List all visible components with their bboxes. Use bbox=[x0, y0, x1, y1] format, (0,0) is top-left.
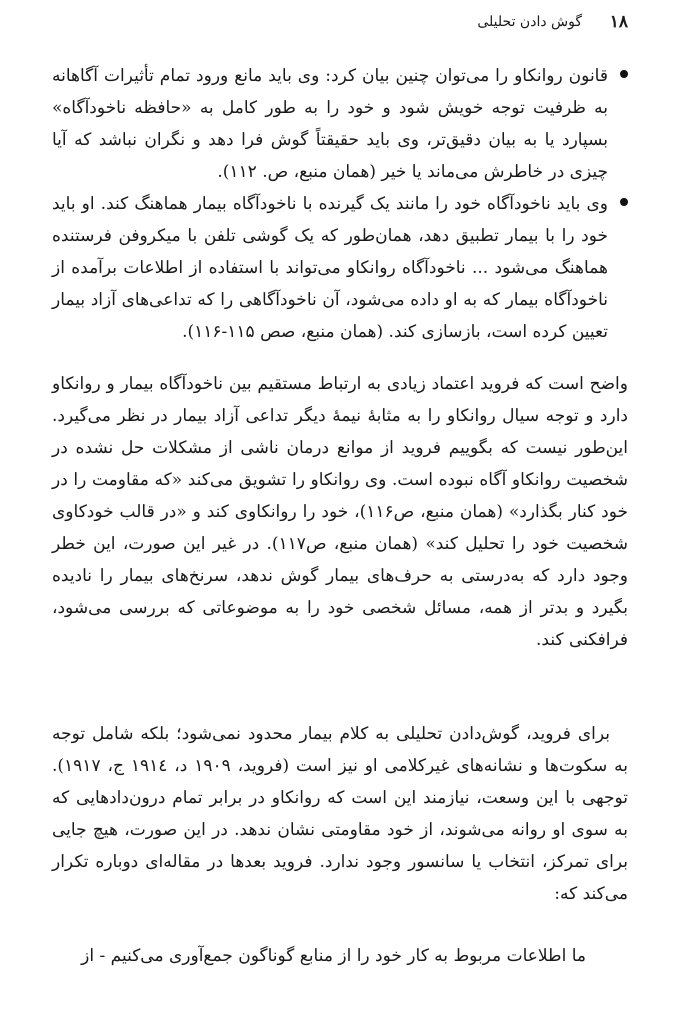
bullet-item bbox=[52, 188, 628, 348]
bullet-dot-icon bbox=[620, 70, 628, 78]
body-paragraph-1 bbox=[52, 368, 628, 656]
running-title: گوش دادن تحلیلی bbox=[477, 14, 582, 30]
bullet-text: وی باید ناخودآگاه خود را مانند یک گیرنده با ناخودآگاه بیمار هماهنگ کند. او باید خود را با بیمار تطبیق دهد، همان‌طور که یک گوشی تلفن با میکروفن فرستنده هماهنگ می‌شود ... ناخودآگاه روانکاو می‌تواند با استفاده از اطلاعات برآمده از ناخودآگاه بیمار که به او داده می‌شود، آن ناخودآگاهی را که تداعی‌های آزاد بیمار تعیین کرده است، بازسازی کند. (همان منبع، صص ۱۱۵-۱۱۶). bbox=[52, 194, 608, 342]
bullet-list bbox=[52, 60, 628, 348]
page-header bbox=[48, 10, 628, 38]
paragraph-text: برای فروید، گوش‌دادن تحلیلی به کلام بیمار محدود نمی‌شود؛ بلکه شامل توجه به سکوت‌ها و نشانه‌های غیرکلامی او نیز است (فروید، ۱۹۰۹ د، ۱۹۱٤ ج، ۱۹۱۷). توجهی با این وسعت، نیازمند این است که روانکاو در برابر تمام درون‌دادهایی که به سوی او روانه می‌شوند، از خود مقاومتی نشان ندهد. در این صورت، هیچ جایی برای تمرکز، انتخاب یا سانسور وجود ندارد. فروید بعدها در مقاله‌ای دوباره تکرار می‌کند که: bbox=[52, 724, 628, 904]
bullet-dot-icon bbox=[620, 198, 628, 206]
paragraph-text: واضح است که فروید اعتماد زیادی به ارتباط مستقیم بین ناخودآگاه بیمار و روانکاو دارد و توجه سیال روانکاو را به مثابهٔ نیمهٔ دیگر تداعی آزاد بیمار در نظر می‌گیرد. این‌طور نیست که بگوییم فروید از موانع درمان ناشی از مشکلات حل نشده در شخصیت روانکاو آگاه نبوده است. وی روانکاو را تشویق می‌کند «که مقاومت را در خود کنار بگذارد» (همان منبع، ص۱۱۶)، خود را روانکاوی کند و «در قالب خودکاوی شخصیت خود را تحلیل کند» (همان منبع، ص۱۱۷). در غیر این صورت، این خطر وجود دارد که به‌درستی به حرف‌های بیمار گوش ندهد، سرنخ‌های بیمار را نادیده بگیرد و بدتر از همه، مسائل شخصی خود را به موضوعاتی که بررسی می‌شود، فرافکنی کند. bbox=[52, 374, 628, 650]
bullet-text: قانون روانکاو را می‌توان چنین بیان کرد: وی باید مانع ورود تمام تأثیرات آگاهانه به ظرفیت توجه خویش شود و خود را به طور کامل به «حافظه ناخودآگاه» بسپارد یا به بیان دقیق‌تر، وی باید حقیقتاً گوش فرا دهد و نگران نباشد که آیا چیزی در خاطرش می‌ماند یا خیر (همان منبع، ص. ۱۱۲). bbox=[52, 66, 608, 182]
page-number: ۱۸ bbox=[609, 12, 628, 32]
bullet-item bbox=[52, 60, 628, 188]
block-quote: ما اطلاعات مربوط به کار خود را از منابع گوناگون جمع‌آوری می‌کنیم - از bbox=[81, 946, 586, 966]
body-paragraph-2 bbox=[52, 718, 628, 910]
